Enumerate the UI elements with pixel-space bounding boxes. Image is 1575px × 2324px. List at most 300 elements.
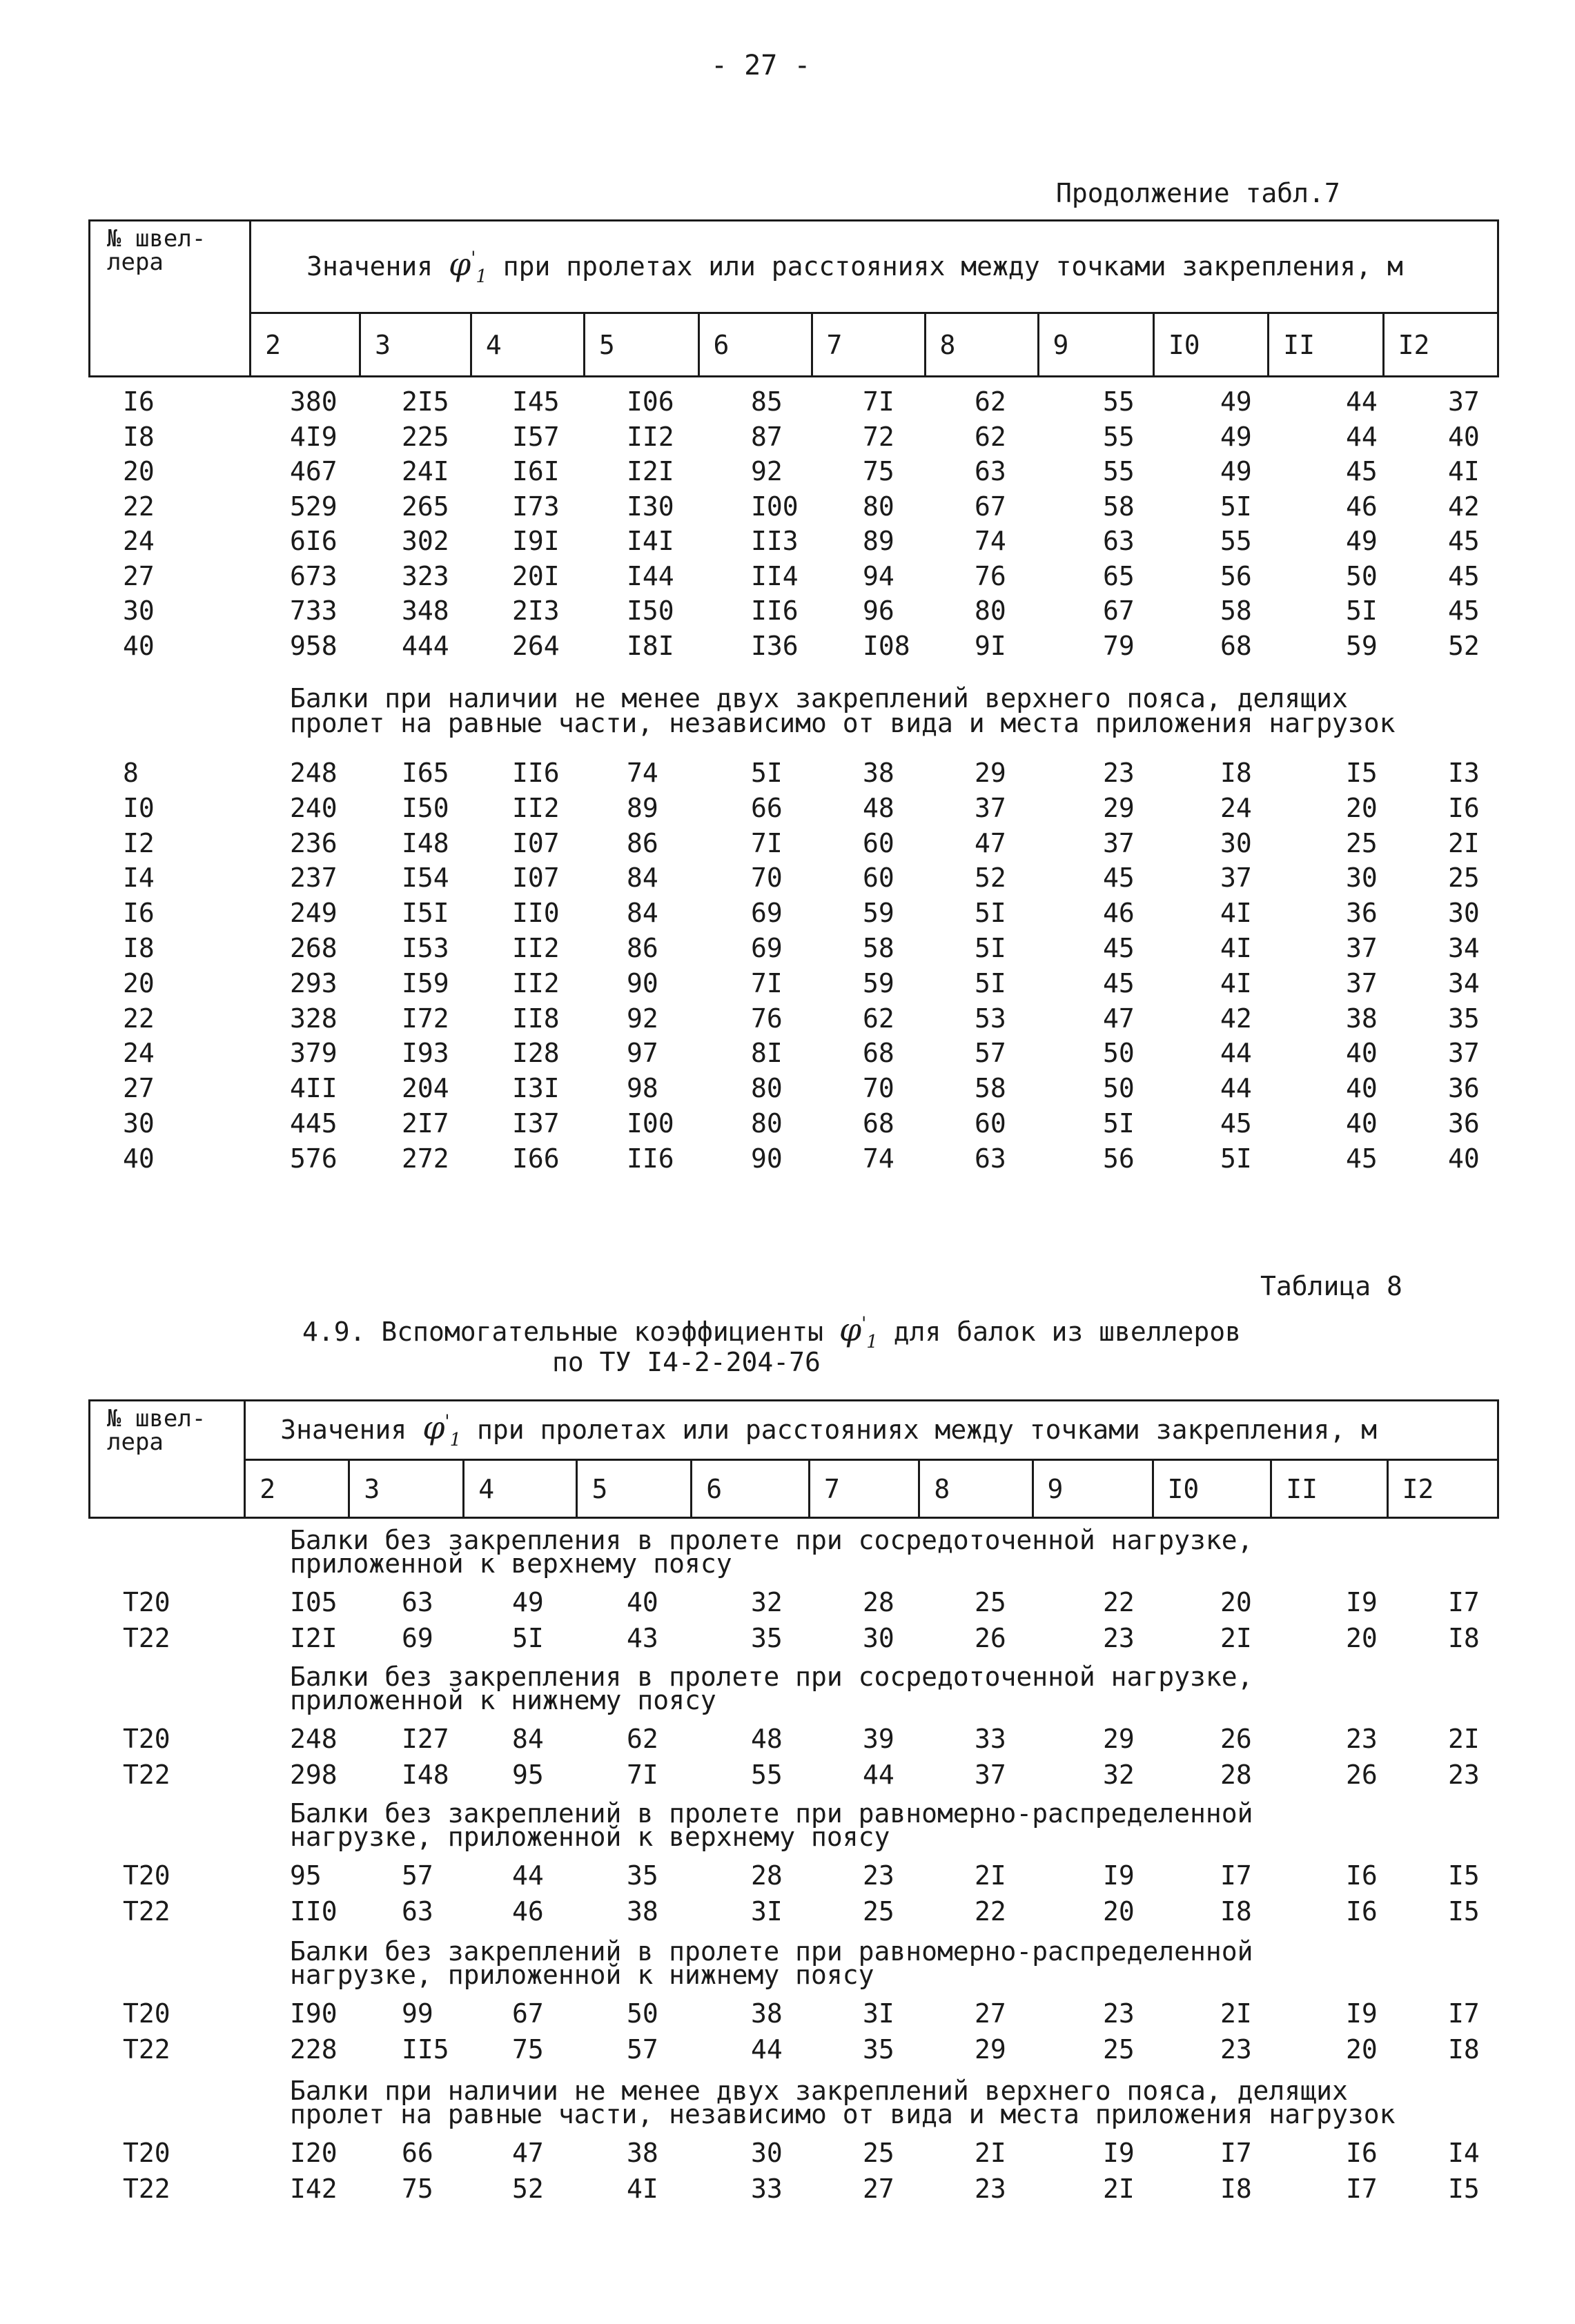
value-cell: 52 (512, 2174, 544, 2204)
value-cell: 63 (402, 1896, 433, 1927)
value-cell: 35 (863, 2034, 894, 2065)
value-cell: 37 (975, 1760, 1006, 1790)
value-cell: I8 (1448, 1623, 1480, 1653)
value-cell: 59 (863, 898, 894, 929)
group-note: нагрузке, приложенной к нижнему поясу (290, 1960, 874, 1990)
value-cell: 62 (975, 421, 1006, 452)
value-cell: 5I (512, 1623, 544, 1653)
channel-number-cell: I6 (123, 898, 155, 929)
value-cell: 20 (1103, 1896, 1135, 1927)
value-cell: 55 (1103, 456, 1135, 486)
group-note: пролет на равные части, независимо от вида и места приложения нагрузок (290, 2099, 1396, 2129)
channel-number-cell: Т22 (123, 2034, 170, 2065)
value-cell: 5I (975, 967, 1006, 998)
value-cell: 44 (863, 1760, 894, 1790)
span-header-4: 5 (577, 1460, 692, 1518)
value-cell: 28 (863, 1587, 894, 1617)
value-cell: 37 (1448, 386, 1480, 417)
value-cell: 958 (290, 630, 338, 661)
value-cell: 69 (402, 1623, 433, 1653)
value-cell: 29 (1103, 1724, 1135, 1754)
value-cell: I5 (1448, 2174, 1480, 2204)
group-note: пролет на равные части, независимо от вида и места приложения нагрузок (290, 708, 1396, 738)
value-cell: 37 (975, 792, 1006, 823)
value-cell: 348 (402, 595, 449, 626)
value-cell: 36 (1346, 898, 1378, 929)
phi-index: 1 (449, 1430, 462, 1451)
value-cell: 298 (290, 1760, 338, 1790)
value-cell: 62 (863, 1003, 894, 1034)
value-cell: 6I6 (290, 526, 338, 556)
channel-number-cell: I0 (123, 792, 155, 823)
value-cell: 673 (290, 560, 338, 591)
value-cell: 30 (751, 2138, 783, 2168)
value-cell: 23 (863, 1860, 894, 1891)
group-note: Балки без закрепления в пролете при сосредоточенной нагрузке, (290, 1525, 1253, 1555)
channel-number-cell: Т22 (123, 1760, 170, 1790)
value-cell: 3I (751, 1896, 783, 1927)
value-cell: 28 (1220, 1760, 1252, 1790)
value-cell: 67 (512, 1998, 544, 2029)
value-cell: I59 (402, 967, 449, 998)
value-cell: 44 (1220, 1073, 1252, 1104)
span-header-2: 3 (360, 313, 471, 377)
channel-number-cell: 20 (123, 967, 155, 998)
value-cell: 467 (290, 456, 338, 486)
value-cell: 45 (1346, 1143, 1378, 1174)
channel-number-cell: Т20 (123, 1998, 170, 2029)
channel-number-cell: 22 (123, 491, 155, 522)
value-cell: 27 (863, 2174, 894, 2204)
value-cell: I48 (402, 827, 449, 858)
value-cell: 45 (1448, 526, 1480, 556)
value-cell: I2I (290, 1623, 338, 1653)
value-cell: 26 (1346, 1760, 1378, 1790)
channel-number-cell: Т20 (123, 1860, 170, 1891)
value-cell: 55 (1220, 526, 1252, 556)
values-header (245, 1401, 1498, 1460)
value-cell: 23 (1103, 758, 1135, 788)
value-cell: 50 (1103, 1073, 1135, 1104)
value-cell: 76 (751, 1003, 783, 1034)
table8-phi-symbol (839, 1311, 878, 1353)
value-cell: I50 (402, 792, 449, 823)
value-cell: I53 (402, 933, 449, 963)
value-cell: 59 (863, 967, 894, 998)
value-cell: I7 (1346, 2174, 1378, 2204)
value-cell: 68 (863, 1108, 894, 1139)
span-header-10: II (1269, 313, 1383, 377)
value-cell: 44 (1220, 1038, 1252, 1069)
value-cell: 74 (975, 526, 1006, 556)
value-cell: 2I (975, 1860, 1006, 1891)
value-cell: 237 (290, 863, 338, 894)
value-cell: 70 (751, 863, 783, 894)
value-cell: 44 (751, 2034, 783, 2065)
table7-header (88, 219, 1499, 377)
value-cell: 69 (751, 933, 783, 963)
value-cell: 63 (1103, 526, 1135, 556)
value-cell: 49 (1346, 526, 1378, 556)
value-cell: 20 (1346, 1623, 1378, 1653)
value-cell: I5 (1448, 1860, 1480, 1891)
span-header-9: I0 (1153, 313, 1268, 377)
value-cell: 32 (751, 1587, 783, 1617)
group-note: Балки при наличии не менее двух закреплений верхнего пояса, делящих (290, 683, 1348, 713)
value-cell: I5 (1448, 1896, 1480, 1927)
value-cell: 60 (863, 827, 894, 858)
value-cell: I06 (627, 386, 674, 417)
value-cell: 302 (402, 526, 449, 556)
value-cell: 30 (1346, 863, 1378, 894)
span-header-3: 4 (471, 313, 584, 377)
value-cell: I6 (1346, 2138, 1378, 2168)
channel-number-cell: Т20 (123, 1587, 170, 1617)
value-cell: 95 (512, 1760, 544, 1790)
value-cell: I37 (512, 1108, 560, 1139)
value-cell: 248 (290, 1724, 338, 1754)
value-cell: I2I (627, 456, 674, 486)
value-cell: 40 (1346, 1108, 1378, 1139)
phi-index: 1 (866, 1332, 878, 1353)
value-cell: I8 (1448, 2034, 1480, 2065)
value-cell: 58 (1103, 491, 1135, 522)
value-cell: 236 (290, 827, 338, 858)
span-header-1: 2 (245, 1460, 349, 1518)
value-cell: I7 (1448, 1998, 1480, 2029)
span-header-7: 8 (925, 313, 1038, 377)
value-cell: II0 (290, 1896, 338, 1927)
value-cell: I7 (1448, 1587, 1480, 1617)
value-cell: I00 (751, 491, 799, 522)
value-cell: 59 (1346, 630, 1378, 661)
value-cell: 92 (751, 456, 783, 486)
value-cell: 22 (975, 1896, 1006, 1927)
value-cell: 37 (1220, 863, 1252, 894)
value-cell: 4I9 (290, 421, 338, 452)
value-cell: I07 (512, 863, 560, 894)
value-cell: 25 (1103, 2034, 1135, 2065)
value-cell: 45 (1103, 967, 1135, 998)
table8-title-suffix: для балок из швеллеров (893, 1317, 1242, 1347)
value-cell: 72 (863, 421, 894, 452)
value-cell: 69 (751, 898, 783, 929)
value-cell: 35 (751, 1623, 783, 1653)
value-cell: 23 (1448, 1760, 1480, 1790)
value-cell: 44 (1346, 421, 1378, 452)
group-note: Балки без закрепления в пролете при сосредоточенной нагрузке, (290, 1662, 1253, 1692)
channel-number-cell: 40 (123, 1143, 155, 1174)
value-cell: 89 (863, 526, 894, 556)
value-cell: 576 (290, 1143, 338, 1174)
value-cell: 86 (627, 933, 658, 963)
value-cell: II8 (512, 1003, 560, 1034)
value-cell: 47 (1103, 1003, 1135, 1034)
value-cell: I8 (1220, 2174, 1252, 2204)
value-cell: 50 (1103, 1038, 1135, 1069)
value-cell: 60 (863, 863, 894, 894)
channel-number-cell: 24 (123, 1038, 155, 1069)
span-header-1: 2 (251, 313, 360, 377)
span-header-8: 9 (1038, 313, 1153, 377)
value-cell: 48 (751, 1724, 783, 1754)
phi-index: 1 (476, 266, 487, 288)
value-cell: 249 (290, 898, 338, 929)
value-cell: I00 (627, 1108, 674, 1139)
value-cell: 75 (863, 456, 894, 486)
value-cell: 38 (863, 758, 894, 788)
value-cell: 76 (975, 560, 1006, 591)
value-cell: 240 (290, 792, 338, 823)
span-header-2: 3 (349, 1460, 464, 1518)
table-continuation-label: Продолжение табл.7 (1056, 178, 1340, 208)
phi-symbol (448, 246, 487, 288)
value-cell: I48 (402, 1760, 449, 1790)
values-header (251, 221, 1498, 313)
value-cell: I7 (1220, 2138, 1252, 2168)
value-cell: 34 (1448, 967, 1480, 998)
value-cell: 2I3 (512, 595, 560, 626)
channel-number-cell: I4 (123, 863, 155, 894)
value-cell: 80 (751, 1108, 783, 1139)
value-cell: 20 (1220, 1587, 1252, 1617)
value-cell: 30 (1220, 827, 1252, 858)
value-cell: I54 (402, 863, 449, 894)
value-cell: 70 (863, 1073, 894, 1104)
value-cell: 58 (1220, 595, 1252, 626)
values-header-prefix: Значения (280, 1415, 407, 1446)
value-cell: 37 (1448, 1038, 1480, 1069)
value-cell: I90 (290, 1998, 338, 2029)
value-cell: I36 (751, 630, 799, 661)
value-cell: 28 (751, 1860, 783, 1891)
value-cell: I28 (512, 1038, 560, 1069)
value-cell: 63 (402, 1587, 433, 1617)
value-cell: 89 (627, 792, 658, 823)
value-cell: I57 (512, 421, 560, 452)
value-cell: I20 (290, 2138, 338, 2168)
value-cell: 68 (1220, 630, 1252, 661)
value-cell: I72 (402, 1003, 449, 1034)
value-cell: 2I (975, 2138, 1006, 2168)
value-cell: I66 (512, 1143, 560, 1174)
value-cell: 32 (1103, 1760, 1135, 1790)
value-cell: 75 (512, 2034, 544, 2065)
value-cell: 7I (751, 967, 783, 998)
value-cell: 265 (402, 491, 449, 522)
value-cell: 49 (1220, 421, 1252, 452)
value-cell: 3I (863, 1998, 894, 2029)
value-cell: 328 (290, 1003, 338, 1034)
value-cell: 56 (1103, 1143, 1135, 1174)
value-cell: II2 (512, 967, 560, 998)
channel-number-cell: Т20 (123, 2138, 170, 2168)
value-cell: 80 (863, 491, 894, 522)
value-cell: 37 (1346, 967, 1378, 998)
value-cell: I6I (512, 456, 560, 486)
channel-number-cell: 30 (123, 1108, 155, 1139)
channel-number-cell: 27 (123, 560, 155, 591)
value-cell: 24I (402, 456, 449, 486)
value-cell: 62 (975, 386, 1006, 417)
value-cell: 444 (402, 630, 449, 661)
value-cell: II0 (512, 898, 560, 929)
value-cell: 2I (1103, 2174, 1135, 2204)
value-cell: 45 (1448, 560, 1480, 591)
channel-number-cell: 24 (123, 526, 155, 556)
value-cell: 2I5 (402, 386, 449, 417)
value-cell: I42 (290, 2174, 338, 2204)
value-cell: II6 (627, 1143, 674, 1174)
value-cell: I9 (1346, 1998, 1378, 2029)
value-cell: II6 (512, 758, 560, 788)
value-cell: 57 (975, 1038, 1006, 1069)
value-cell: 45 (1103, 933, 1135, 963)
value-cell: 45 (1220, 1108, 1252, 1139)
value-cell: 29 (1103, 792, 1135, 823)
value-cell: I08 (863, 630, 910, 661)
channel-number-header-label: № швел- лера (107, 1405, 206, 1456)
value-cell: 44 (512, 1860, 544, 1891)
value-cell: 5I (975, 898, 1006, 929)
span-header-5: 6 (698, 313, 812, 377)
value-cell: 22 (1103, 1587, 1135, 1617)
value-cell: 272 (402, 1143, 449, 1174)
value-cell: 4I (1448, 456, 1480, 486)
value-cell: 84 (512, 1724, 544, 1754)
value-cell: II2 (512, 933, 560, 963)
value-cell: 25 (863, 1896, 894, 1927)
value-cell: I4I (627, 526, 674, 556)
value-cell: 36 (1448, 1073, 1480, 1104)
span-header-6: 7 (810, 1460, 919, 1518)
span-header-4: 5 (584, 313, 698, 377)
value-cell: 53 (975, 1003, 1006, 1034)
value-cell: I3I (512, 1073, 560, 1104)
value-cell: 23 (975, 2174, 1006, 2204)
value-cell: I93 (402, 1038, 449, 1069)
group-note: приложенной к верхнему поясу (290, 1548, 732, 1579)
value-cell: I7 (1220, 1860, 1252, 1891)
value-cell: 25 (975, 1587, 1006, 1617)
value-cell: I4 (1448, 2138, 1480, 2168)
phi-char: φ (448, 246, 471, 284)
value-cell: 23 (1103, 1998, 1135, 2029)
value-cell: 60 (975, 1108, 1006, 1139)
value-cell: I5 (1346, 758, 1378, 788)
value-cell: 35 (627, 1860, 658, 1891)
phi-symbol (422, 1409, 462, 1451)
value-cell: 29 (975, 2034, 1006, 2065)
value-cell: 67 (975, 491, 1006, 522)
value-cell: I44 (627, 560, 674, 591)
value-cell: 5I (1346, 595, 1378, 626)
value-cell: 264 (512, 630, 560, 661)
value-cell: 49 (1220, 456, 1252, 486)
value-cell: I05 (290, 1587, 338, 1617)
value-cell: I6 (1448, 792, 1480, 823)
span-header-10: II (1271, 1460, 1387, 1518)
channel-number-header (90, 1401, 245, 1518)
value-cell: 5I (975, 933, 1006, 963)
phi-prime: ' (471, 248, 476, 270)
value-cell: 38 (1346, 1003, 1378, 1034)
value-cell: 99 (402, 1998, 433, 2029)
value-cell: 66 (751, 792, 783, 823)
value-cell: 42 (1448, 491, 1480, 522)
value-cell: 26 (1220, 1724, 1252, 1754)
value-cell: 268 (290, 933, 338, 963)
value-cell: 25 (863, 2138, 894, 2168)
value-cell: I5I (402, 898, 449, 929)
span-header-8: 9 (1033, 1460, 1153, 1518)
value-cell: 2I (1448, 1724, 1480, 1754)
value-cell: 67 (1103, 595, 1135, 626)
value-cell: 95 (290, 1860, 322, 1891)
value-cell: 36 (1448, 1108, 1480, 1139)
span-header-11: I2 (1387, 1460, 1498, 1518)
value-cell: 87 (751, 421, 783, 452)
value-cell: II4 (751, 560, 799, 591)
value-cell: 97 (627, 1038, 658, 1069)
span-header-7: 8 (919, 1460, 1033, 1518)
value-cell: 33 (975, 1724, 1006, 1754)
value-cell: 55 (1103, 421, 1135, 452)
value-cell: 47 (512, 2138, 544, 2168)
value-cell: 35 (1448, 1003, 1480, 1034)
value-cell: 49 (1220, 386, 1252, 417)
value-cell: 4I (1220, 933, 1252, 963)
phi-prime: ' (444, 1412, 450, 1433)
value-cell: I65 (402, 758, 449, 788)
value-cell: 323 (402, 560, 449, 591)
span-header-9: I0 (1153, 1460, 1271, 1518)
value-cell: 529 (290, 491, 338, 522)
value-cell: 96 (863, 595, 894, 626)
value-cell: 46 (1103, 898, 1135, 929)
value-cell: 33 (751, 2174, 783, 2204)
group-note: Балки при наличии не менее двух закреплений верхнего пояса, делящих (290, 2076, 1348, 2106)
value-cell: I45 (512, 386, 560, 417)
channel-number-cell: Т20 (123, 1724, 170, 1754)
channel-number-cell: 30 (123, 595, 155, 626)
value-cell: 52 (1448, 630, 1480, 661)
value-cell: 40 (1448, 1143, 1480, 1174)
value-cell: 248 (290, 758, 338, 788)
value-cell: 47 (975, 827, 1006, 858)
channel-number-header-label: № швел- лера (107, 225, 206, 276)
value-cell: I9 (1346, 1587, 1378, 1617)
channel-number-cell: I8 (123, 933, 155, 963)
value-cell: 25 (1346, 827, 1378, 858)
value-cell: 5I (751, 758, 783, 788)
value-cell: 24 (1220, 792, 1252, 823)
value-cell: 58 (975, 1073, 1006, 1104)
value-cell: 63 (975, 456, 1006, 486)
value-cell: 49 (512, 1587, 544, 1617)
value-cell: 74 (627, 758, 658, 788)
value-cell: II5 (402, 2034, 449, 2065)
value-cell: I9I (512, 526, 560, 556)
value-cell: 733 (290, 595, 338, 626)
value-cell: 80 (751, 1073, 783, 1104)
value-cell: 86 (627, 827, 658, 858)
value-cell: I9 (1103, 1860, 1135, 1891)
value-cell: I9 (1103, 2138, 1135, 2168)
value-cell: 2I (1220, 1623, 1252, 1653)
value-cell: 23 (1220, 2034, 1252, 2065)
value-cell: 44 (1346, 386, 1378, 417)
